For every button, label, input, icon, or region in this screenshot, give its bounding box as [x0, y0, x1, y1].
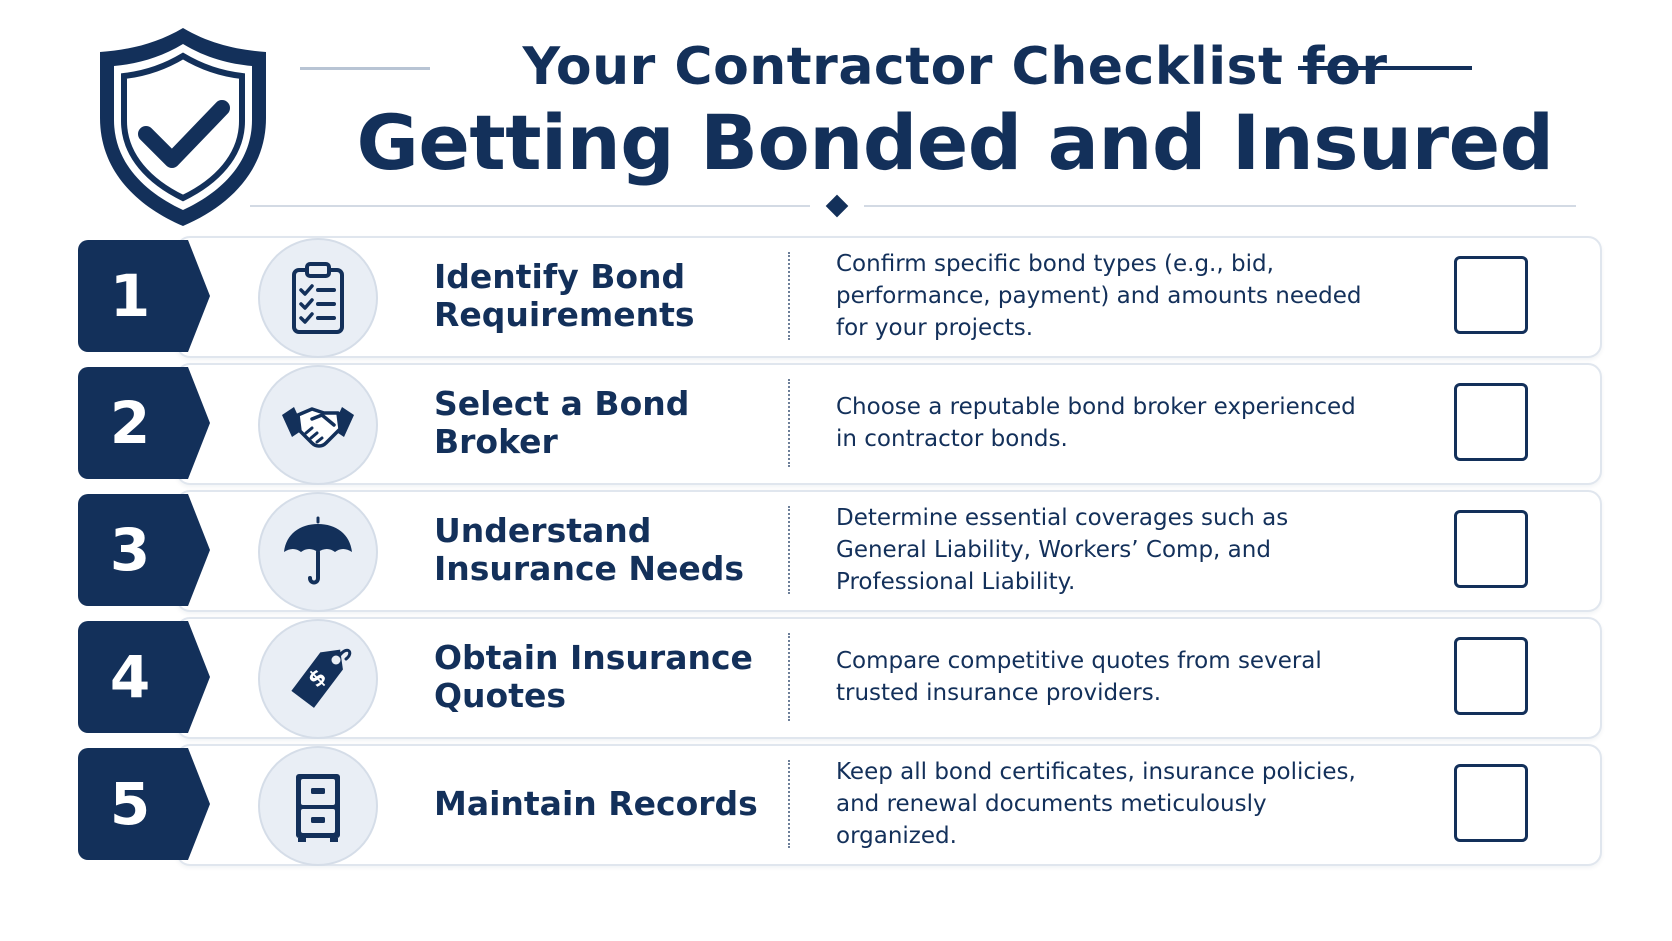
page-title: Getting Bonded and Insured: [356, 98, 1554, 187]
step-number-badge: [78, 748, 188, 860]
row-divider: [788, 379, 790, 467]
file-cabinet-icon: [258, 746, 378, 866]
step-2-checkbox[interactable]: [1454, 383, 1528, 461]
step-4-checkbox[interactable]: [1454, 637, 1528, 715]
handshake-icon: [258, 365, 378, 485]
step-1-checkbox[interactable]: [1454, 256, 1528, 334]
divider-diamond: [826, 195, 849, 218]
step-number-badge: [78, 240, 188, 352]
step-description: Choose a reputable bond broker experienced in contractor bonds.: [836, 394, 1356, 452]
row-divider: [788, 252, 790, 340]
clipboard-checklist-icon: [258, 238, 378, 358]
step-description: Keep all bond certificates, insurance policies, and renewal documents meticulously organized.: [836, 759, 1356, 849]
step-number-badge: [78, 367, 188, 479]
shield-check-icon: [92, 22, 274, 230]
checklist-row: [76, 363, 1600, 483]
page-subtitle: Your Contractor Checklist for: [522, 37, 1388, 97]
checklist-row: [76, 744, 1600, 864]
step-number: 3: [109, 516, 151, 584]
header-divider-right: [864, 205, 1576, 207]
checklist-row: [76, 617, 1600, 737]
header-divider-left: [250, 205, 810, 207]
step-description: Compare competitive quotes from several trusted insurance providers.: [836, 648, 1322, 706]
step-title: Obtain Insurance Quotes: [434, 638, 753, 715]
step-number-badge: [78, 494, 188, 606]
step-number: 4: [109, 643, 151, 711]
step-number: 1: [109, 262, 151, 330]
step-title: Maintain Records: [434, 784, 758, 823]
price-tag-icon: [258, 619, 378, 739]
checklist-row: [76, 490, 1600, 610]
step-3-checkbox[interactable]: [1454, 510, 1528, 588]
svg-text:$: $: [303, 664, 332, 693]
step-title: Select a Bond Broker: [434, 384, 690, 461]
step-title: Understand Insurance Needs: [434, 511, 745, 588]
step-description: Confirm specific bond types (e.g., bid, performance, payment) and amounts needed for your projects.: [836, 251, 1362, 341]
step-number: 2: [109, 389, 151, 457]
row-divider: [788, 760, 790, 848]
checklist-row: [76, 236, 1600, 356]
row-divider: [788, 633, 790, 721]
step-title: Identify Bond Requirements: [434, 257, 695, 334]
row-divider: [788, 506, 790, 594]
umbrella-icon: [258, 492, 378, 612]
step-5-checkbox[interactable]: [1454, 764, 1528, 842]
step-number: 5: [109, 770, 151, 838]
step-description: Determine essential coverages such as General Liability, Workers’ Comp, and Professional Liability.: [836, 505, 1289, 595]
step-number-badge: [78, 621, 188, 733]
